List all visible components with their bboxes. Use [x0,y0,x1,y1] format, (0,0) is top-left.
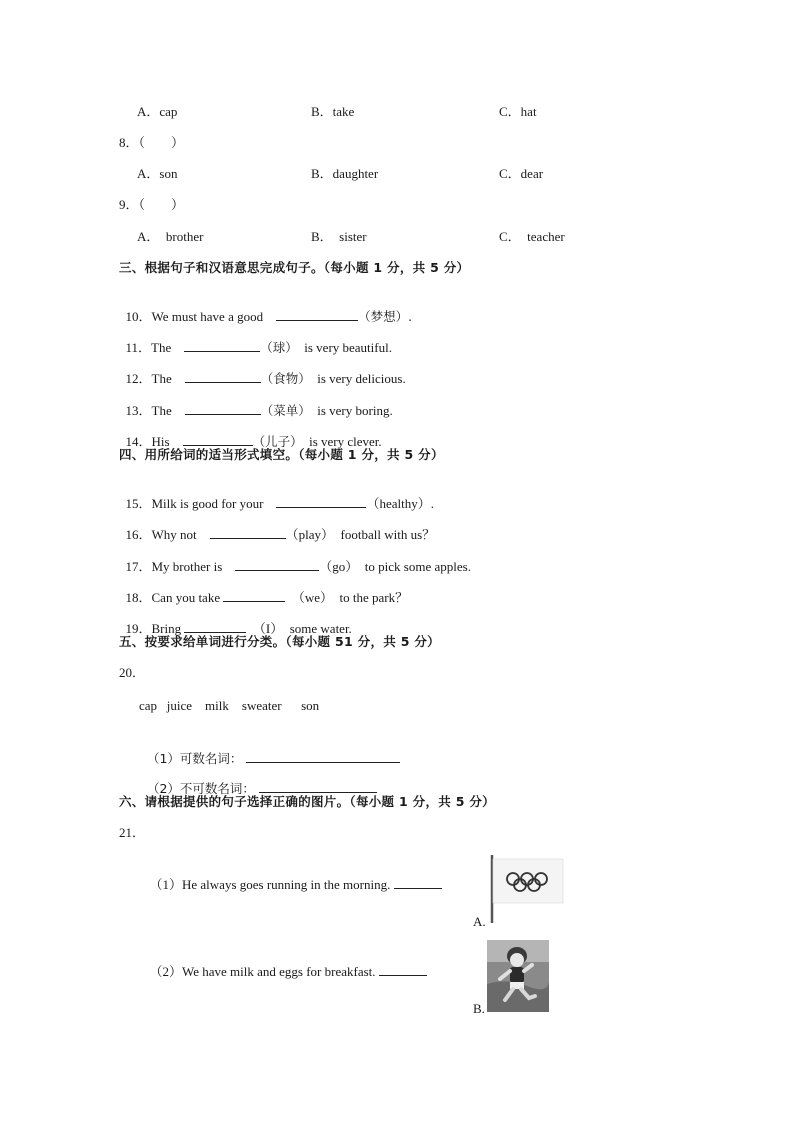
q11-blank[interactable] [184,339,260,352]
q21-sentence-2-text: （2）We have milk and eggs for breakfast. [149,964,376,979]
q21-sentence-1 [143,858,442,894]
q8-option-c: C．dear [499,166,544,181]
q18-blank[interactable] [223,589,285,602]
boy-running-picture[interactable] [487,940,549,1012]
q13-prefix: 13．The [125,403,172,418]
q7-option-b: B．take [311,104,355,119]
q9-option-a: A． brother [137,229,204,244]
olympic-flag-picture[interactable] [486,853,566,925]
q18-suffix: to the park？ [339,590,409,605]
q20-number: 20． [119,665,146,680]
q10-blank[interactable] [276,308,358,321]
q17-hint: （go） [319,559,359,574]
q14-prefix: 14．His [125,434,170,449]
q18-prefix: 18．Can you take [125,590,221,605]
q21-sentence-1-text: （1）He always goes running in the morning. [149,877,391,892]
q9-number: 9．（ ） [119,197,185,212]
q12-blank[interactable] [185,370,261,383]
q19-blank[interactable] [184,620,246,633]
q19-hint: （I） [252,621,284,636]
q12 [119,352,406,388]
q13-blank[interactable] [185,402,261,415]
section-6-heading: 六、请根据提供的句子选择正确的图片。（每小题 1 分，共 5 分） [119,794,495,809]
q17-blank[interactable] [235,558,319,571]
q18-hint: （we） [291,590,334,605]
q8-option-b: B．daughter [311,166,379,181]
q19-prefix: 19．Bring [125,621,182,636]
q14-suffix: is very clever. [309,434,382,449]
q21-number: 21． [119,825,146,840]
q21-sentence-2-blank[interactable] [379,963,427,976]
q21-sentence-1-blank[interactable] [394,876,442,889]
q15-prefix: 15．Milk is good for your [125,496,264,511]
q14-blank[interactable] [183,433,253,446]
q7-option-a: A．cap [137,104,178,119]
q9-option-c: C． teacher [499,229,565,244]
q11-prefix: 11．The [125,340,172,355]
section-4-heading: 四、用所给词的适当形式填空。（每小题 1 分，共 5 分） [119,447,444,462]
section-3-heading: 三、根据句子和汉语意思完成句子。（每小题 1 分，共 5 分） [119,260,470,275]
q14-hint: （儿子） [252,434,303,449]
q13-hint: （菜单） [260,403,311,418]
q12-suffix: is very delicious. [317,371,406,386]
q11-suffix: is very beautiful. [304,340,392,355]
q10-prefix: 10．We must have a good [125,309,264,324]
q15-hint: （healthy）. [366,496,434,511]
q16 [119,508,435,544]
q20-part-2-label: （2）不可数名词： [146,781,255,796]
flag-cloth [493,859,563,903]
q13-suffix: is very boring. [317,403,393,418]
q11-hint: （球） [260,340,298,355]
q8-number: 8．（ ） [119,135,185,150]
q17-prefix: 17．My brother is [125,559,223,574]
q12-prefix: 12．The [125,371,172,386]
q8-option-a: A．son [137,166,178,181]
q20-part-1-label: （1）可数名词： [146,751,243,766]
q20-part-2-blank[interactable] [259,780,377,793]
q21-sentence-2 [143,945,427,981]
q7-option-c: C．hat [499,104,537,119]
q15-blank[interactable] [276,495,366,508]
q20-word-list: cap juice milk sweater son [139,698,320,713]
q17-suffix: to pick some apples. [364,559,471,574]
q10-hint: （梦想）. [358,309,413,324]
q16-hint: （play） [285,527,335,542]
q19-suffix: some water. [289,621,352,636]
q16-blank[interactable] [210,526,286,539]
picture-b-label: B. [473,1001,485,1016]
picture-a-label: A. [473,914,486,929]
section-5-heading: 五、按要求给单词进行分类。（每小题 51 分，共 5 分） [119,634,440,649]
q16-suffix: football with us？ [340,527,436,542]
q12-hint: （食物） [260,371,311,386]
q16-prefix: 16．Why not [125,527,197,542]
q9-option-b: B． sister [311,229,367,244]
